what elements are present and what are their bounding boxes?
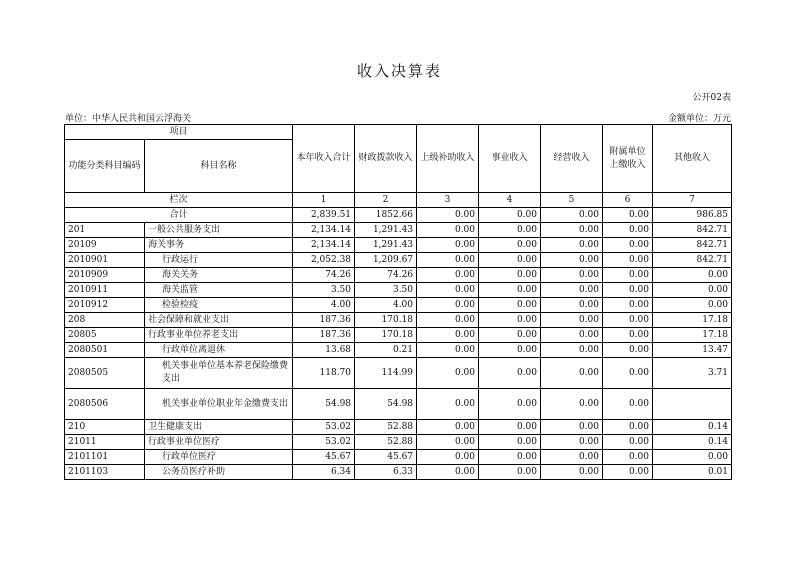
amount-cell: 0.21	[355, 343, 417, 358]
amount-cell: 0.00	[479, 313, 541, 328]
amount-cell: 13.47	[653, 343, 732, 358]
amount-cell: 0.00	[479, 465, 541, 480]
amount-cell: 3.50	[355, 283, 417, 298]
subject-code: 2101101	[65, 450, 145, 465]
subject-code: 2010901	[65, 253, 145, 268]
subject-code: 2010912	[65, 298, 145, 313]
amount-cell: 0.00	[603, 268, 653, 283]
amount-cell: 0.00	[603, 283, 653, 298]
reporting-unit: 单位：中华人民共和国云浮海关	[65, 114, 192, 124]
amount-cell: 52.88	[355, 435, 417, 450]
amount-cell: 842.71	[653, 238, 732, 253]
amount-cell: 0.00	[479, 253, 541, 268]
amount-cell: 0.00	[541, 268, 603, 283]
amount-cell: 0.00	[603, 298, 653, 313]
amount-cell: 3.50	[293, 283, 355, 298]
amount-cell: 0.00	[541, 328, 603, 343]
column-index: 7	[653, 193, 732, 208]
subject-code: 2080505	[65, 358, 145, 389]
amount-cell: 6.34	[293, 465, 355, 480]
table-row	[65, 420, 732, 435]
table-row	[65, 358, 732, 389]
amount-cell: 0.00	[541, 298, 603, 313]
amount-cell: 0.00	[603, 328, 653, 343]
amount-cell: 2,134.14	[293, 223, 355, 238]
amount-cell: 0.00	[479, 435, 541, 450]
total-cell: 986.85	[653, 208, 732, 223]
amount-cell: 0.00	[479, 298, 541, 313]
amount-cell: 187.36	[293, 313, 355, 328]
subject-code: 2080506	[65, 389, 145, 420]
amount-cell: 45.67	[355, 450, 417, 465]
form-number: 公开02表	[692, 93, 731, 103]
subject-name: 行政事业单位养老支出	[145, 328, 293, 343]
column-index: 4	[479, 193, 541, 208]
amount-cell: 0.00	[417, 253, 479, 268]
amount-cell: 0.00	[417, 298, 479, 313]
header-business-income: 事业收入	[479, 125, 541, 193]
income-table	[64, 124, 732, 480]
amount-cell: 0.00	[541, 223, 603, 238]
subject-code: 2010911	[65, 283, 145, 298]
total-cell: 0.00	[479, 208, 541, 223]
amount-cell: 54.98	[355, 389, 417, 420]
amount-cell: 54.98	[293, 389, 355, 420]
table-row	[65, 465, 732, 480]
subject-name: 机关事业单位基本养老保险缴费支出	[145, 358, 293, 389]
subject-code: 2101103	[65, 465, 145, 480]
amount-cell: 0.00	[417, 268, 479, 283]
amount-cell: 0.00	[417, 313, 479, 328]
amount-cell: 0.00	[479, 223, 541, 238]
table-row	[65, 283, 732, 298]
amount-cell: 0.00	[479, 283, 541, 298]
table-row	[65, 268, 732, 283]
subject-code: 2080501	[65, 343, 145, 358]
total-cell: 0.00	[417, 208, 479, 223]
amount-cell: 0.00	[603, 435, 653, 450]
amount-cell: 0.00	[479, 450, 541, 465]
amount-cell: 0.00	[603, 420, 653, 435]
column-index: 6	[603, 193, 653, 208]
amount-cell: 4.00	[355, 298, 417, 313]
subject-code: 208	[65, 313, 145, 328]
amount-cell: 4.00	[293, 298, 355, 313]
amount-cell: 0.14	[653, 435, 732, 450]
table-row	[65, 450, 732, 465]
table-row	[65, 238, 732, 253]
amount-cell: 0.00	[417, 358, 479, 389]
amount-cell: 0.00	[417, 450, 479, 465]
table-row	[65, 223, 732, 238]
amount-cell: 0.00	[653, 450, 732, 465]
amount-cell: 0.00	[541, 389, 603, 420]
total-cell: 0.00	[541, 208, 603, 223]
header-code: 功能分类科目编码	[65, 140, 145, 193]
column-index: 3	[417, 193, 479, 208]
total-cell: 2,839.51	[293, 208, 355, 223]
subject-name: 社会保障和就业支出	[145, 313, 293, 328]
amount-cell: 0.00	[417, 435, 479, 450]
amount-cell: 45.67	[293, 450, 355, 465]
amount-cell: 74.26	[355, 268, 417, 283]
total-label: 合计	[65, 208, 293, 223]
amount-unit: 金额单位：万元	[667, 114, 731, 124]
amount-cell: 0.00	[417, 328, 479, 343]
header-other-income: 其他收入	[653, 125, 732, 193]
table-row	[65, 389, 732, 420]
subject-code: 201	[65, 223, 145, 238]
amount-cell: 0.00	[479, 420, 541, 435]
amount-cell: 0.00	[603, 465, 653, 480]
amount-cell: 0.00	[603, 238, 653, 253]
amount-cell: 114.99	[355, 358, 417, 389]
amount-cell: 3.71	[653, 358, 732, 389]
subject-name: 机关事业单位职业年金缴费支出	[145, 389, 293, 420]
total-cell: 1852.66	[355, 208, 417, 223]
amount-cell: 0.00	[417, 389, 479, 420]
amount-cell: 0.00	[603, 253, 653, 268]
amount-cell: 0.00	[541, 358, 603, 389]
column-index: 5	[541, 193, 603, 208]
amount-cell: 0.00	[479, 389, 541, 420]
amount-cell: 53.02	[293, 435, 355, 450]
amount-cell: 74.26	[293, 268, 355, 283]
header-subordinate-remittance: 附属单位上缴收入	[603, 125, 653, 193]
subject-name: 一般公共服务支出	[145, 223, 293, 238]
table-row	[65, 298, 732, 313]
amount-cell: 0.00	[417, 238, 479, 253]
amount-cell: 17.18	[653, 313, 732, 328]
amount-cell: 0.00	[653, 268, 732, 283]
subject-name: 海关关务	[145, 268, 293, 283]
amount-cell: 0.00	[603, 313, 653, 328]
amount-cell: 1,291.43	[355, 223, 417, 238]
table-row	[65, 343, 732, 358]
amount-cell: 13.68	[293, 343, 355, 358]
subject-code: 20109	[65, 238, 145, 253]
amount-cell: 0.00	[603, 450, 653, 465]
amount-cell: 0.00	[479, 268, 541, 283]
column-index-label: 栏次	[65, 193, 293, 208]
amount-cell: 0.14	[653, 420, 732, 435]
subject-name: 卫生健康支出	[145, 420, 293, 435]
amount-cell: 0.00	[417, 283, 479, 298]
header-name: 科目名称	[145, 140, 293, 193]
amount-cell: 0.00	[603, 389, 653, 420]
header-item: 项目	[65, 125, 293, 140]
subject-code: 2010909	[65, 268, 145, 283]
subject-name: 海关监管	[145, 283, 293, 298]
amount-cell: 842.71	[653, 223, 732, 238]
amount-cell: 53.02	[293, 420, 355, 435]
subject-name: 公务员医疗补助	[145, 465, 293, 480]
amount-cell: 2,052.38	[293, 253, 355, 268]
amount-cell: 17.18	[653, 328, 732, 343]
amount-cell: 0.00	[603, 223, 653, 238]
header-superior-subsidy: 上级补助收入	[417, 125, 479, 193]
subject-code: 21011	[65, 435, 145, 450]
page-title: 收入决算表	[356, 62, 442, 80]
subject-name: 行政单位医疗	[145, 450, 293, 465]
amount-cell: 0.00	[653, 283, 732, 298]
amount-cell: 1,291.43	[355, 238, 417, 253]
table-row	[65, 313, 732, 328]
amount-cell: 0.00	[479, 343, 541, 358]
amount-cell: 6.33	[355, 465, 417, 480]
amount-cell: 52.88	[355, 420, 417, 435]
amount-cell: 0.00	[541, 313, 603, 328]
amount-cell: 0.00	[541, 283, 603, 298]
amount-cell	[653, 389, 732, 420]
amount-cell: 0.00	[653, 298, 732, 313]
header-total-income: 本年收入合计	[293, 125, 355, 193]
amount-cell: 0.00	[541, 420, 603, 435]
amount-cell: 0.00	[479, 358, 541, 389]
amount-cell: 0.00	[541, 238, 603, 253]
header-fiscal-allocation: 财政拨款收入	[355, 125, 417, 193]
total-cell: 0.00	[603, 208, 653, 223]
subject-code: 20805	[65, 328, 145, 343]
header-operating-income: 经营收入	[541, 125, 603, 193]
amount-cell: 0.00	[541, 465, 603, 480]
subject-code: 210	[65, 420, 145, 435]
subject-name: 行政运行	[145, 253, 293, 268]
table-row	[65, 435, 732, 450]
amount-cell: 118.70	[293, 358, 355, 389]
amount-cell: 170.18	[355, 313, 417, 328]
amount-cell: 2,134.14	[293, 238, 355, 253]
amount-cell: 0.00	[417, 223, 479, 238]
amount-cell: 187.36	[293, 328, 355, 343]
subject-name: 行政单位离退休	[145, 343, 293, 358]
column-index: 1	[293, 193, 355, 208]
amount-cell: 0.00	[417, 420, 479, 435]
amount-cell: 0.00	[603, 343, 653, 358]
column-index: 2	[355, 193, 417, 208]
subject-name: 海关事务	[145, 238, 293, 253]
amount-cell: 842.71	[653, 253, 732, 268]
amount-cell: 0.00	[479, 328, 541, 343]
table-row	[65, 328, 732, 343]
amount-cell: 0.00	[541, 253, 603, 268]
amount-cell: 0.00	[479, 238, 541, 253]
amount-cell: 1,209.67	[355, 253, 417, 268]
amount-cell: 0.00	[541, 435, 603, 450]
amount-cell: 0.00	[417, 343, 479, 358]
amount-cell: 0.00	[417, 465, 479, 480]
amount-cell: 0.00	[541, 450, 603, 465]
subject-name: 行政事业单位医疗	[145, 435, 293, 450]
amount-cell: 0.01	[653, 465, 732, 480]
amount-cell: 0.00	[603, 358, 653, 389]
amount-cell: 170.18	[355, 328, 417, 343]
table-row	[65, 253, 732, 268]
subject-name: 检验检疫	[145, 298, 293, 313]
amount-cell: 0.00	[541, 343, 603, 358]
